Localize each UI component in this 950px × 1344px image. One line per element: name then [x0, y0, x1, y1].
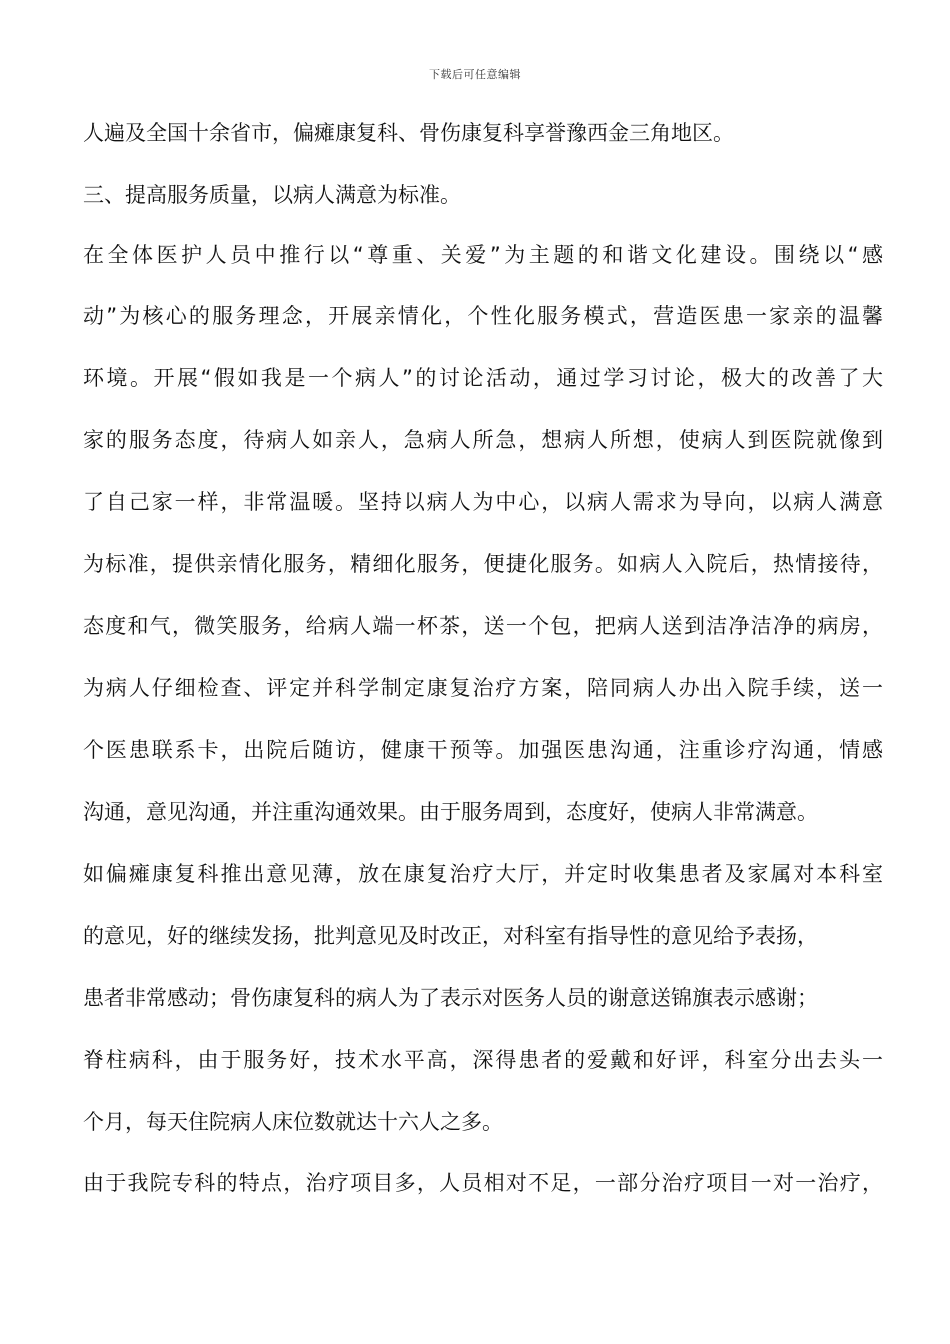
text-line: 沟通，意见沟通，并注重沟通效果。由于服务周到，态度好，使病人非常满意。	[83, 800, 818, 824]
text-line: 家的服务态度，待病人如亲人，急病人所急，想病人所想，使病人到医院就像到	[83, 428, 883, 452]
text-line: 的意见，好的继续发扬，批判意见及时改正，对科室有指导性的意见给予表扬，	[83, 924, 818, 948]
text-line: 由于我院专科的特点，治疗项目多，人员相对不足，一部分治疗项目一对一治疗，	[83, 1171, 883, 1195]
text-line: 如偏瘫康复科推出意见薄，放在康复治疗大厅，并定时收集患者及家属对本科室	[83, 862, 883, 886]
text-line: 人遍及全国十余省市，偏瘫康复科、骨伤康复科享誉豫西金三角地区。	[83, 121, 734, 145]
text-line: 个月，每天住院病人床位数就达十六人之多。	[83, 1110, 503, 1134]
text-line: 为病人仔细检查、评定并科学制定康复治疗方案，陪同病人办出入院手续，送一	[83, 676, 883, 700]
text-line: 脊柱病科，由于服务好，技术水平高，深得患者的爱戴和好评，科室分出去头一	[83, 1048, 883, 1072]
text-line: 动”为核心的服务理念，开展亲情化，个性化服务模式，营造医患一家亲的温馨	[83, 304, 883, 328]
page-header: 下载后可任意编辑	[429, 68, 521, 81]
text-line: 态度和气，微笑服务，给病人端一杯茶，送一个包，把病人送到洁净洁净的病房，	[83, 614, 883, 638]
text-line: 环境。开展“假如我是一个病人”的讨论活动，通过学习讨论，极大的改善了大	[83, 366, 883, 390]
text-line: 为标准，提供亲情化服务，精细化服务，便捷化服务。如病人入院后，热情接待，	[83, 552, 883, 576]
text-line: 个医患联系卡，出院后随访，健康干预等。加强医患沟通，注重诊疗沟通，情感	[83, 738, 883, 762]
text-line: 在全体医护人员中推行以“尊重、关爱”为主题的和谐文化建设。围绕以“感	[83, 243, 883, 267]
text-line: 患者非常感动；骨伤康复科的病人为了表示对医务人员的谢意送锦旗表示感谢；	[83, 986, 818, 1010]
text-line: 了自己家一样，非常温暖。坚持以病人为中心，以病人需求为导向，以病人满意	[83, 490, 883, 514]
text-line: 三、提高服务质量，以病人满意为标准。	[83, 183, 461, 207]
